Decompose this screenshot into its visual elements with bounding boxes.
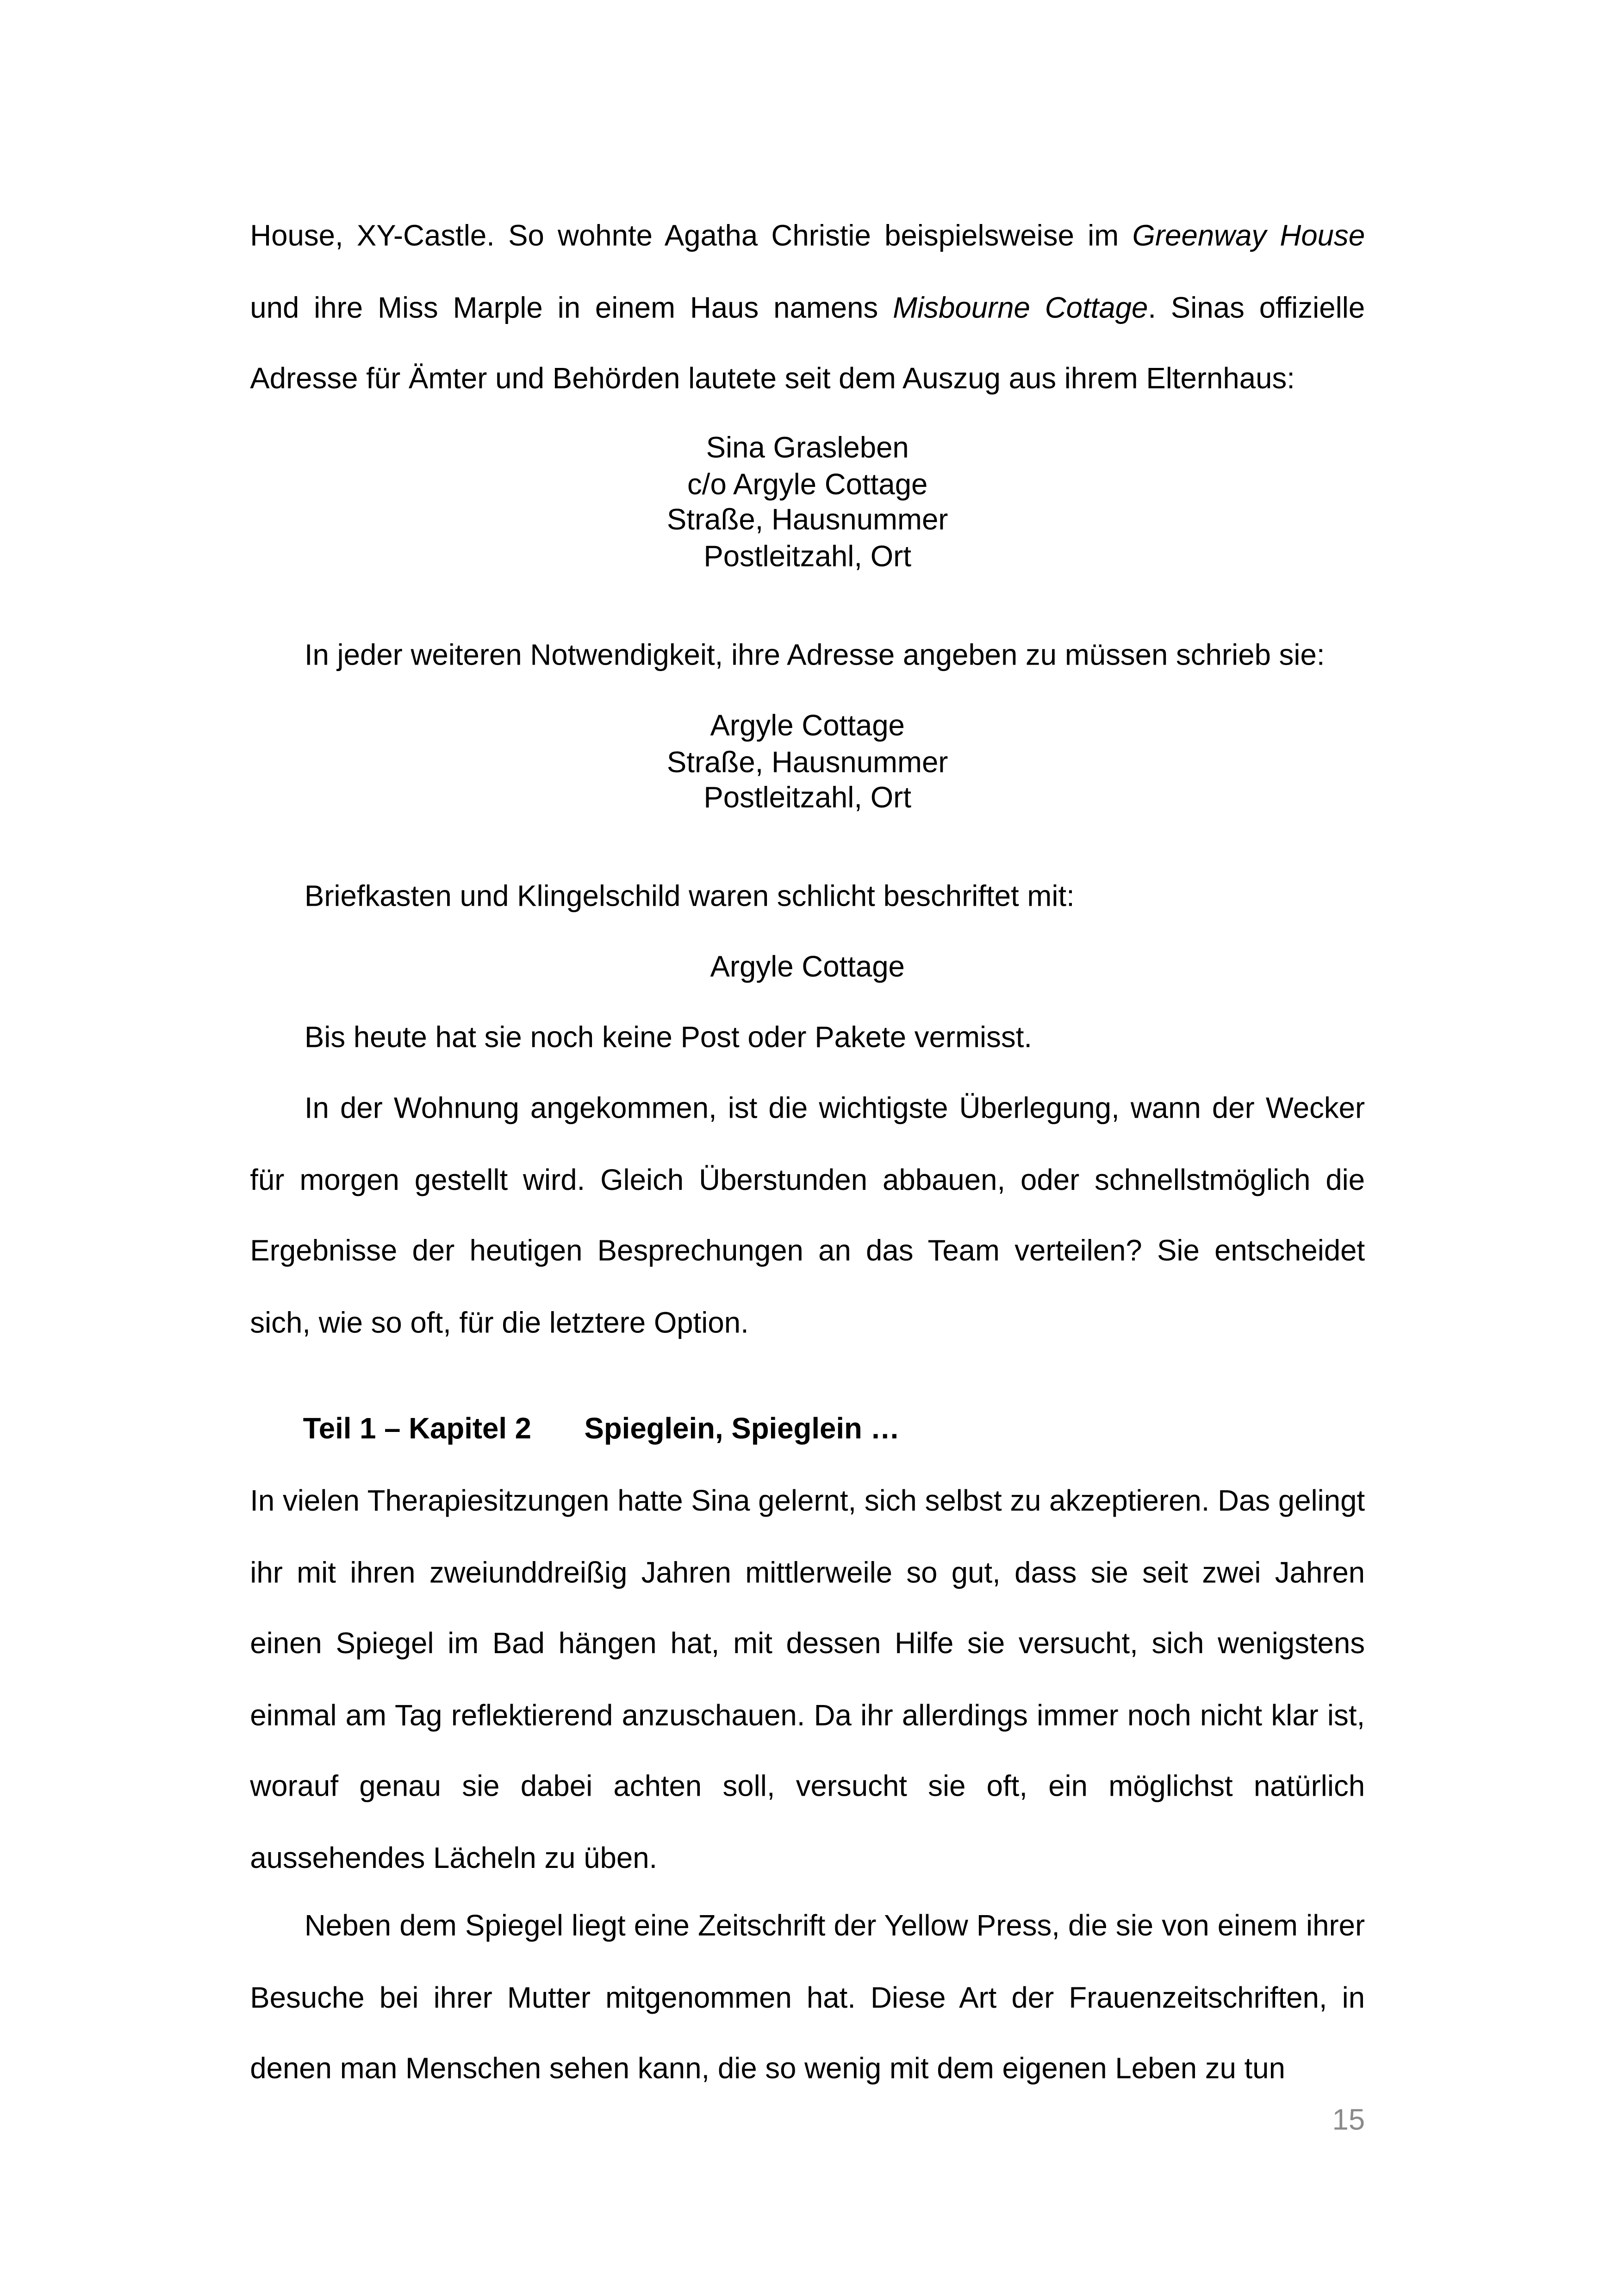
opening-paragraph <box>250 201 1365 416</box>
text-run: House, XY-Castle. So wohnte Agatha Christie beispielsweise im <box>250 220 1133 253</box>
paragraph-line <box>250 201 1365 273</box>
address-line: Postleitzahl, Ort <box>703 540 912 573</box>
paragraph-3: Briefkasten und Klingelschild waren schlicht beschriftet mit: <box>304 881 1075 914</box>
address-line: c/o Argyle Cottage <box>687 468 928 501</box>
address-block-2 <box>250 709 1365 817</box>
italic-house-name: Misbourne Cottage <box>893 292 1148 325</box>
paragraph-2: In jeder weiteren Notwendigkeit, ihre Adresse angeben zu müssen schrieb sie: <box>304 640 1325 672</box>
page-number: 15 <box>1332 2104 1365 2137</box>
paragraph-4: Bis heute hat sie noch keine Post oder Pakete vermisst. <box>304 1022 1033 1055</box>
chapter-label: Teil 1 – Kapitel 2 <box>303 1413 532 1446</box>
address-line: Straße, Hausnummer <box>666 504 948 537</box>
address-line: Argyle Cottage <box>710 952 905 984</box>
address-line: Postleitzahl, Ort <box>703 782 912 815</box>
address-line: Sina Grasleben <box>706 432 909 465</box>
paragraph-6: In vielen Therapiesitzungen hatte Sina gelernt, sich selbst zu akzeptieren. Das gelingt ihr mit ihren zweiunddreißig Jahren mittlerweile so gut, dass sie seit zwei Jahren einen Spiegel im Bad hängen hat, mit dessen Hilfe sie versucht, sich wenigstens einmal am Tag reflektierend anzuschauen. Da ihr allerdings immer noch nicht klar ist, worauf genau sie dabei achten soll, versucht sie oft, ein möglichst natürlich aussehendes Lächeln zu üben. <box>250 1485 1365 1875</box>
address-line: Straße, Hausnummer <box>666 746 948 779</box>
paragraph-line: Adresse für Ämter und Behörden lautete seit dem Auszug aus ihrem Elternhaus: <box>250 363 1295 396</box>
address-line: Argyle Cottage <box>710 710 905 743</box>
paragraph-line <box>250 273 1365 344</box>
address-block-1 <box>250 431 1365 575</box>
paragraph-7: Neben dem Spiegel liegt eine Zeitschrift der Yellow Press, die sie von einem ihrer Besuche bei ihrer Mutter mitgenommen hat. Diese Art der Frauenzeitschriften, in denen man Menschen sehen kann, die so wenig mit dem eigenen Leben zu tun <box>250 1910 1365 2086</box>
chapter-heading <box>250 1412 1365 1447</box>
address-block-3 <box>250 950 1365 986</box>
italic-house-name: Greenway House <box>1132 220 1365 253</box>
paragraph-5: In der Wohnung angekommen, ist die wichtigste Überlegung, wann der Wecker für morgen gestellt wird. Gleich Überstunden abbauen, oder schnellstmöglich die Ergebnisse der heutigen Besprechungen an das Team verteilen? Sie entscheidet sich, wie so oft, für die letztere Option. <box>250 1093 1365 1340</box>
chapter-title: Spieglein, Spieglein … <box>584 1413 900 1446</box>
text-run: . Sinas offizielle <box>1148 292 1365 325</box>
text-run: und ihre Miss Marple in einem Haus namens <box>250 292 893 325</box>
